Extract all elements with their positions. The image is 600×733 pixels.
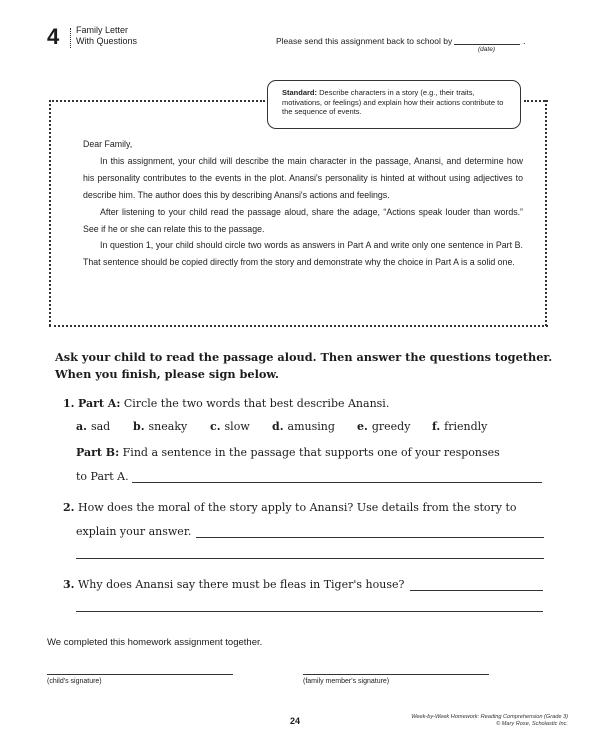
page-number: 24 (290, 716, 301, 726)
date-period: . (523, 36, 526, 46)
family-signature-line[interactable] (303, 674, 489, 675)
question-2-text: How does the moral of the story apply to Anansi? Use details from the story to (77, 501, 517, 514)
part-b-text: Find a sentence in the passage that supports one of your responses (122, 446, 500, 459)
choice-a[interactable] (76, 420, 110, 433)
letter-box-right-border (545, 100, 547, 326)
choice-c-letter: c. (210, 420, 221, 433)
question-3-number: 3. (63, 578, 75, 591)
credit-line-2: © Mary Rose, Scholastic Inc. (496, 721, 568, 727)
question-3-answer-line-1[interactable] (410, 590, 543, 591)
question-1-part-b (76, 446, 500, 459)
child-signature-line[interactable] (47, 674, 233, 675)
question-1-part-a (63, 397, 389, 410)
choice-a-letter: a. (76, 420, 87, 433)
credit-line-1: Week-by-Week Homework: Reading Comprehension (Grade 3) (411, 714, 568, 720)
date-caption: (date) (478, 46, 495, 53)
choice-c[interactable] (210, 420, 250, 433)
question-2-answer-line-2[interactable] (76, 558, 544, 559)
letter-paragraph-2: After listening to your child read the passage aloud, share the adage, “Actions speak louder than words.” See if he or she can relate this to the passage. (83, 206, 523, 234)
choice-b-letter: b. (133, 420, 145, 433)
letter-greeting: Dear Family, (83, 139, 133, 149)
header-divider (70, 28, 71, 48)
question-3 (63, 578, 404, 591)
letter-paragraph-1: In this assignment, your child will describe the main character in the passage, Anansi, and determine how his personality contributes to the events in the plot. Anansi's personality is hinted at without using adjectives to describe him. The author does this by describing Anansi's actions and feelings. (83, 155, 523, 200)
completed-statement: We completed this homework assignment together. (47, 637, 263, 648)
part-b-answer-line[interactable] (132, 482, 542, 483)
choice-f-word: friendly (444, 420, 488, 433)
choice-f[interactable] (432, 420, 487, 433)
credit-line (411, 714, 568, 728)
lesson-title-line1: Family Letter (76, 25, 129, 35)
lesson-title-line2: With Questions (76, 36, 138, 46)
letter-box-top-left-border (49, 100, 265, 102)
choice-d-letter: d. (272, 420, 284, 433)
question-2 (63, 501, 517, 514)
question-2-text-continued: explain your answer. (76, 525, 192, 538)
choice-e-letter: e. (357, 420, 368, 433)
lesson-title (76, 25, 137, 47)
question-1-number: 1. (63, 397, 75, 410)
choice-e[interactable] (357, 420, 410, 433)
choice-c-word: slow (224, 420, 250, 433)
date-field[interactable] (454, 44, 520, 45)
choice-d-word: amusing (287, 420, 335, 433)
send-back-text: Please send this assignment back to school by (276, 36, 453, 46)
child-signature-caption: (child's signature) (47, 678, 102, 685)
letter-paragraph-3: In question 1, your child should circle two words as answers in Part A and write only one sentence in Part B. That sentence should be copied directly from the story and demonstrate why the choice in Part A is a solid one. (83, 240, 523, 268)
family-signature-caption: (family member's signature) (303, 678, 390, 685)
part-b-text-continued: to Part A. (76, 470, 129, 483)
part-a-label: Part A: (77, 397, 121, 410)
instructions-line1: Ask your child to read the passage aloud. Then answer the questions together. (55, 350, 553, 364)
question-3-answer-line-2[interactable] (76, 611, 543, 612)
letter-box-bottom-border (49, 325, 548, 327)
standard-label: Standard: (282, 88, 318, 97)
question-2-number: 2. (63, 501, 75, 514)
lesson-number: 4 (47, 24, 60, 49)
choice-d[interactable] (272, 420, 335, 433)
family-letter (83, 136, 523, 271)
choice-f-letter: f. (432, 420, 441, 433)
question-3-text: Why does Anansi say there must be fleas in Tiger's house? (77, 578, 405, 591)
instructions (55, 349, 552, 383)
instructions-line2: When you finish, please sign below. (55, 367, 279, 381)
choice-b-word: sneaky (148, 420, 188, 433)
part-a-text: Circle the two words that best describe Anansi. (123, 397, 390, 410)
choice-e-word: greedy (371, 420, 411, 433)
letter-box-left-border (49, 100, 51, 326)
choice-b[interactable] (133, 420, 187, 433)
question-2-answer-line-1[interactable] (196, 537, 544, 538)
part-b-label: Part B: (76, 446, 120, 459)
standard-box (267, 80, 521, 129)
standard-text: Describe characters in a story (e.g., their traits, motivations, or feelings) and explain how their actions contribute to the sequence of events. (282, 88, 504, 117)
choice-a-word: sad (90, 420, 111, 433)
